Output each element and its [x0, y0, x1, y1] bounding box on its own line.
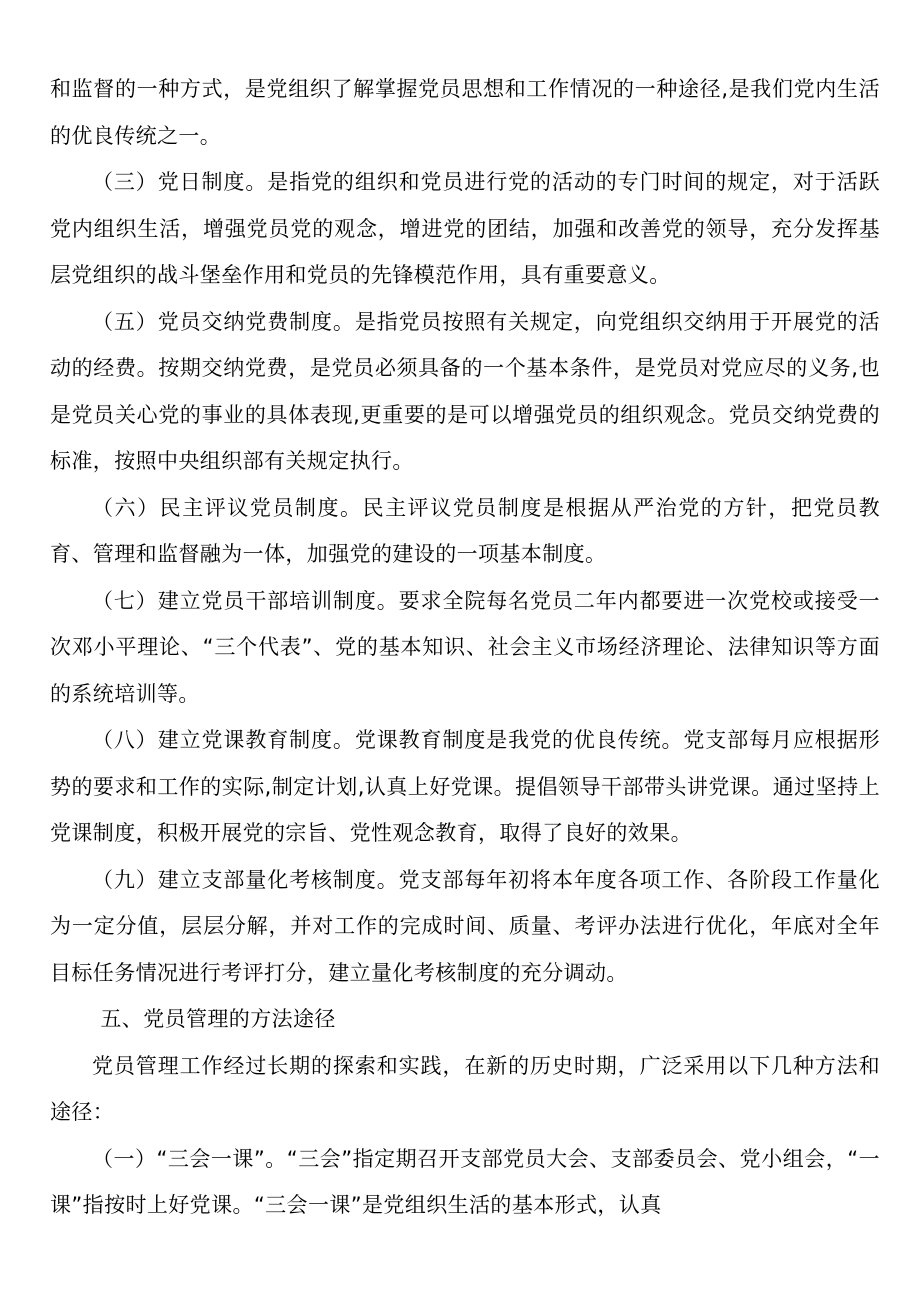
paragraph-continuation: 和监督的一种方式，是党组织了解掌握党员思想和工作情况的一种途径,是我们党内生活的优良传统之一。 [50, 77, 880, 148]
paragraph-quantified-assessment: （九）建立支部量化考核制度。党支部每年初将本年度各项工作、各阶段工作量化为一定分值，层层分解，并对工作的完成时间、质量、考评办法进行优化，年底对全年目标任务情况进行考评打分，建立量化考核制度的充分调动。 [50, 867, 880, 985]
paragraph-party-day-system: （三）党日制度。是指党的组织和党员进行党的活动的专门时间的规定，对于活跃党内组织生活，增强党员党的观念，增进党的团结，加强和改善党的领导，充分发挥基层党组织的战斗堡垒作用和党员的先锋模范作用，具有重要意义。 [50, 170, 880, 287]
document-body [50, 66, 880, 1229]
paragraph-management-intro: 党员管理工作经过长期的探索和实践，在新的历史时期，广泛采用以下几种方法和途径： [50, 1053, 880, 1124]
section-heading: 五、党员管理的方法途径 [100, 1007, 336, 1031]
paragraph-party-lecture: （八）建立党课教育制度。党课教育制度是我党的优良传统。党支部每月应根据形势的要求和工作的实际,制定计划,认真上好党课。提倡领导干部带头讲党课。通过坚持上党课制度，积极开展党的宗旨、党性观念教育，取得了良好的效果。 [50, 728, 880, 845]
paragraph-democratic-evaluation: （六）民主评议党员制度。民主评议党员制度是根据从严治党的方针，把党员教育、管理和监督融为一体，加强党的建设的一项基本制度。 [50, 495, 880, 566]
paragraph-three-meetings-one-lesson: （一）“三会一课”。“三会”指定期召开支部党员大会、支部委员会、党小组会，“一课”指按时上好党课。“三会一课”是党组织生活的基本形式，认真 [50, 1146, 880, 1217]
paragraph-cadre-training: （七）建立党员干部培训制度。要求全院每名党员二年内都要进一次党校或接受一次邓小平理论、“三个代表”、党的基本知识、社会主义市场经济理论、法律知识等方面的系统培训等。 [50, 588, 880, 706]
paragraph-party-dues-system: （五）党员交纳党费制度。是指党员按照有关规定，向党组织交纳用于开展党的活动的经费。按期交纳党费，是党员必须具备的一个基本条件，是党员对党应尽的义务,也是党员关心党的事业的具体表现,更重要的是可以增强党员的组织观念。党员交纳党费的标准，按照中央组织部有关规定执行。 [50, 309, 880, 473]
